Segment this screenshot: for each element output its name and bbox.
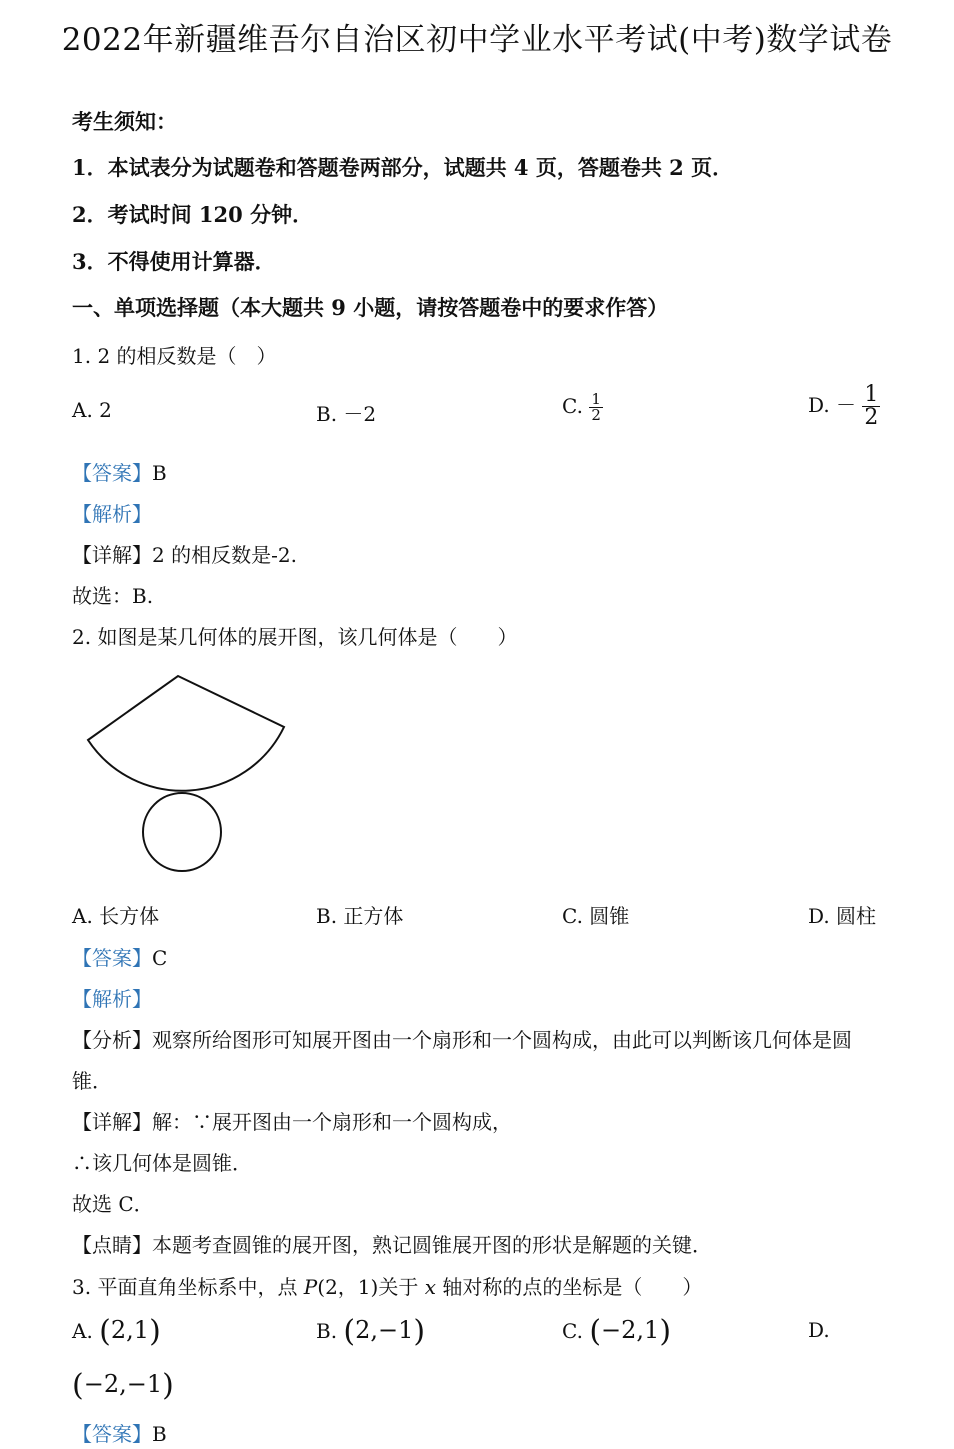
q1-answer <box>72 457 167 486</box>
q2-net-figure <box>80 672 295 882</box>
q2-option-d: D. 圆柱 <box>808 904 877 928</box>
q3-option-a <box>72 1314 161 1349</box>
q3-stem <box>72 1271 702 1300</box>
q3-option-b-value: 2,−1 <box>355 1316 414 1344</box>
q3-option-b-rparen: ) <box>413 1314 426 1349</box>
q2-therefore: ∴该几何体是圆锥． <box>72 1151 252 1175</box>
q3-stem-axis: x <box>424 1275 436 1299</box>
q1-option-b: B. －2 <box>316 402 377 426</box>
q1-option-d-denominator: 2 <box>864 405 879 430</box>
cone-lateral-sector <box>88 676 284 791</box>
q3-option-c <box>562 1314 671 1349</box>
q1-stem: 1. 2 的相反数是（ ） <box>72 344 277 368</box>
q1-option-a: A. 2 <box>72 398 112 422</box>
cone-base-circle <box>143 793 221 871</box>
q3-option-c-lparen: ( <box>589 1314 602 1349</box>
q2-analysis-line2: 锥． <box>72 1069 112 1093</box>
q1-option-c-fraction <box>589 392 603 423</box>
q3-option-b <box>316 1314 425 1349</box>
q3-answer-value: B <box>152 1422 167 1446</box>
section-heading: 一、单项选择题（本大题共 9 小题，请按答题卷中的要求作答） <box>72 295 669 320</box>
q3-stem-coords: (2，1) <box>317 1275 379 1299</box>
q2-comment: 【点睛】本题考查圆锥的展开图，熟记圆锥展开图的形状是解题的关键． <box>72 1233 712 1257</box>
q2-detail: 【详解】解：∵展开图由一个扇形和一个圆构成， <box>72 1110 512 1134</box>
q3-option-d <box>72 1368 174 1403</box>
q3-option-a-rparen: ) <box>149 1314 161 1349</box>
q3-option-d-lparen: ( <box>72 1368 84 1403</box>
q3-option-a-label: A. <box>72 1319 93 1343</box>
q3-option-a-value: 2,1 <box>110 1316 150 1344</box>
notice-item-3: 3．不得使用计算器． <box>72 249 276 274</box>
q3-option-b-label: B. <box>316 1319 338 1343</box>
q2-option-a: A. 长方体 <box>72 904 160 928</box>
q1-conclusion: 故选：B. <box>72 584 154 608</box>
q2-answer-tag: 【答案】 <box>72 946 152 970</box>
q2-option-b: B. 正方体 <box>316 904 404 928</box>
q3-stem-point: P <box>303 1275 318 1299</box>
q1-option-c-numerator: 1 <box>591 390 601 408</box>
q3-answer-tag: 【答案】 <box>72 1422 152 1446</box>
q2-answer <box>72 942 167 971</box>
q2-answer-value: C <box>152 946 168 970</box>
q3-option-a-lparen: ( <box>99 1314 111 1349</box>
notice-item-2: 2．考试时间 120 分钟． <box>72 202 314 227</box>
q1-option-d <box>808 384 880 429</box>
q2-option-c: C. 圆锥 <box>562 904 630 928</box>
q1-option-c-denominator: 2 <box>591 406 601 424</box>
exam-title: 2022年新疆维吾尔自治区初中学业水平考试(中考)数学试卷 <box>61 22 893 58</box>
q3-option-c-value: −2,1 <box>601 1316 660 1344</box>
notice-item-1: 1．本试表分为试题卷和答题卷两部分，试题共 4 页，答题卷共 2 页． <box>72 155 734 180</box>
q1-option-d-fraction <box>862 384 880 429</box>
q2-conclusion: 故选 C． <box>72 1192 154 1216</box>
q1-detail: 【详解】2 的相反数是-2. <box>72 543 297 567</box>
q2-stem: 2. 如图是某几何体的展开图，该几何体是（ ） <box>72 625 518 649</box>
q1-answer-tag: 【答案】 <box>72 461 152 485</box>
q1-option-c <box>562 392 603 423</box>
q3-stem-prefix: 3. 平面直角坐标系中，点 <box>72 1275 304 1299</box>
q1-option-c-label: C. <box>562 394 583 418</box>
q3-stem-mid: 关于 <box>378 1275 425 1299</box>
q3-answer <box>72 1418 167 1447</box>
q3-option-c-label: C. <box>562 1319 583 1343</box>
q3-option-c-rparen: ) <box>659 1314 672 1349</box>
q1-answer-value: B <box>152 461 167 485</box>
q3-stem-suffix: 轴对称的点的坐标是（ ） <box>435 1275 703 1299</box>
q3-option-d-value: −2,−1 <box>83 1370 163 1398</box>
q2-analysis-tag: 【解析】 <box>72 987 152 1011</box>
q3-option-d-label: D. <box>808 1318 830 1342</box>
q2-analysis-line1: 【分析】观察所给图形可知展开图由一个扇形和一个圆构成，由此可以判断该几何体是圆 <box>72 1028 852 1052</box>
q1-option-d-label: D. － <box>808 393 857 417</box>
q1-option-d-numerator: 1 <box>864 382 879 407</box>
q3-option-b-lparen: ( <box>343 1314 356 1349</box>
q1-analysis-tag: 【解析】 <box>72 502 152 526</box>
q3-option-d-rparen: ) <box>162 1368 174 1403</box>
notice-heading: 考生须知： <box>72 109 177 134</box>
